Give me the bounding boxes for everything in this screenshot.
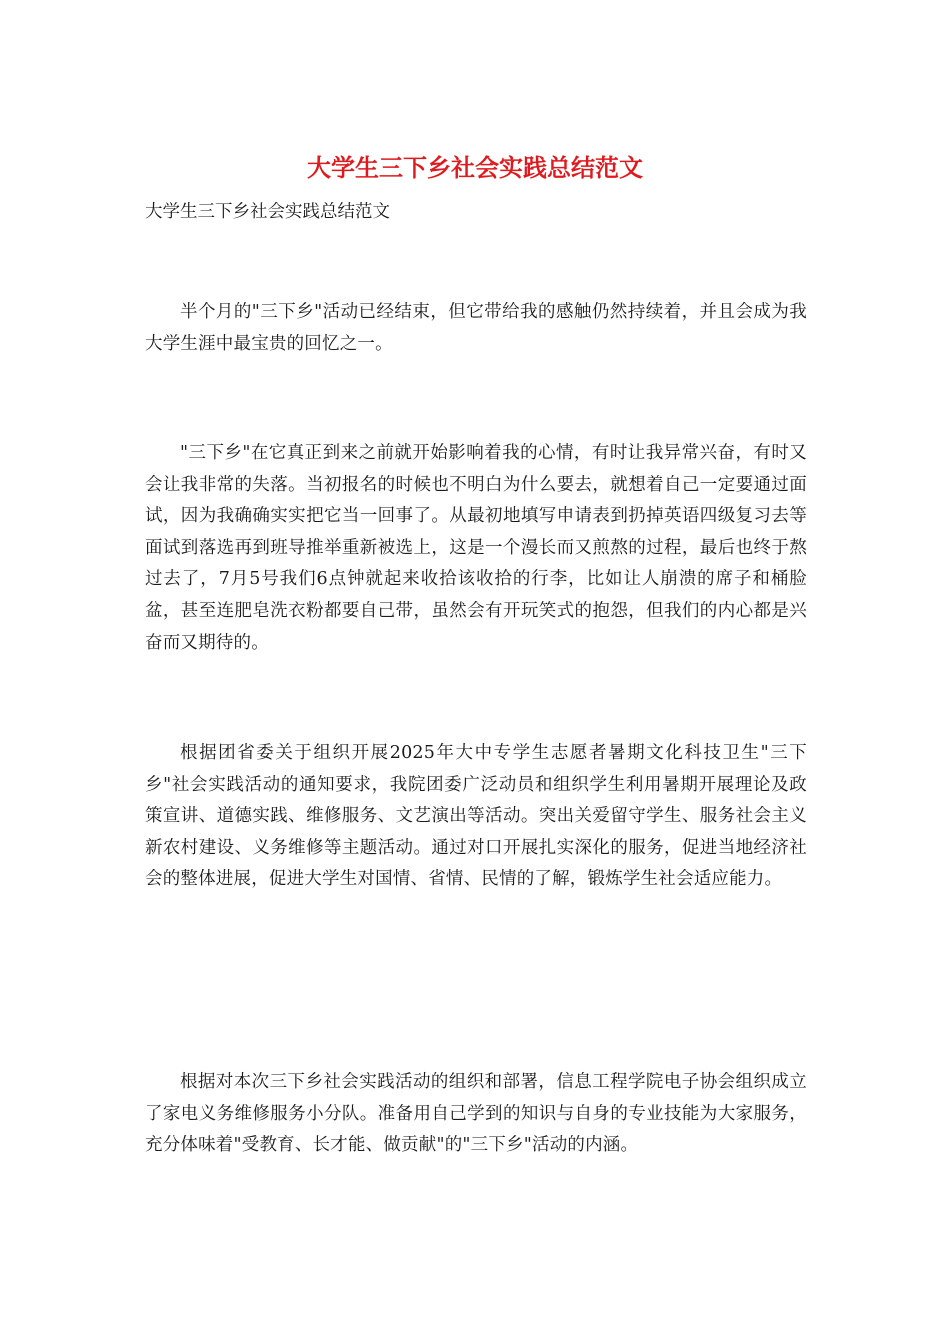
document-title: 大学生三下乡社会实践总结范文 [307, 153, 643, 182]
paragraph-1: 半个月的"三下乡"活动已经结束，但它带给我的感触仍然持续着，并且会成为我大学生涯中最宝贵的回忆之一。 [145, 302, 807, 354]
paragraph-3: 根据团省委关于组织开展2025年大中专学生志愿者暑期文化科技卫生"三下乡"社会实践活动的通知要求，我院团委广泛动员和组织学生利用暑期开展理论及政策宣讲、道德实践、维修服务、文艺演出等活动。突出关爱留守学生、服务社会主义新农村建设、义务维修等主题活动。通过对口开展扎实深化的服务，促进当地经济社会的整体进展，促进大学生对国情、省情、民情的了解，锻炼学生社会适应能力。 [145, 743, 807, 890]
paragraph-4: 根据对本次三下乡社会实践活动的组织和部署，信息工程学院电子协会组织成立了家电义务维修服务小分队。准备用自己学到的知识与自身的专业技能为大家服务，充分体味着"受教育、长才能、做贡献"的"三下乡"活动的内涵。 [145, 1072, 807, 1156]
paragraph-2: "三下乡"在它真正到来之前就开始影响着我的心情，有时让我异常兴奋，有时又会让我非常的失落。当初报名的时候也不明白为什么要去，就想着自己一定要通过面试，因为我确确实实把它当一回事了。从最初地填写申请表到扔掉英语四级复习去等面试到落选再到班导推举重新被选上，这是一个漫长而又煎熬的过程，最后也终于熬过去了，7月5号我们6点钟就起来收拾该收拾的行李，比如让人崩溃的席子和桶脸盆，甚至连肥皂洗衣粉都要自己带，虽然会有开玩笑式的抱怨，但我们的内心都是兴奋而又期待的。 [145, 443, 807, 653]
document-subtitle: 大学生三下乡社会实践总结范文 [145, 202, 390, 222]
